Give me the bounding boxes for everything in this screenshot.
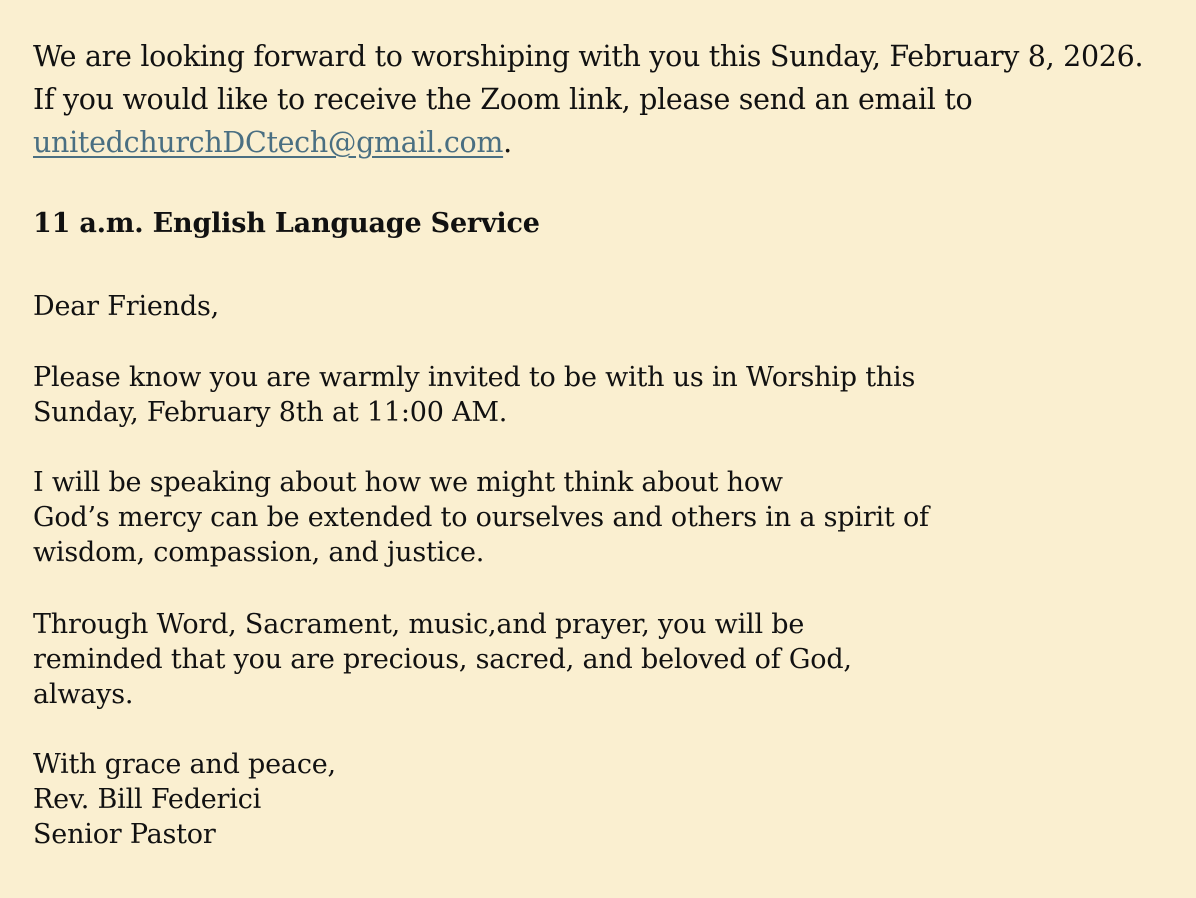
greeting: Dear Friends,: [33, 291, 219, 322]
invitation-line: Please know you are warmly invited to be with us in Worship this: [33, 362, 916, 393]
closing-paragraph: [33, 607, 852, 712]
closing-line: always.: [33, 679, 134, 710]
sermon-line: God’s mercy can be extended to ourselves and others in a spirit of: [33, 502, 929, 533]
invitation-line: Sunday, February 8th at 11:00 AM.: [33, 397, 508, 428]
invitation-paragraph: [33, 360, 915, 430]
signature-closing: With grace and peace,: [33, 749, 336, 780]
intro-paragraph: [33, 35, 1196, 164]
sermon-paragraph: [33, 465, 929, 570]
sermon-line: wisdom, compassion, and justice.: [33, 537, 485, 568]
email-link[interactable]: unitedchurchDCtech@gmail.com: [33, 126, 504, 159]
sermon-line: I will be speaking about how we might think about how: [33, 467, 783, 498]
closing-line: reminded that you are precious, sacred, and beloved of God,: [33, 644, 852, 675]
intro-line-3: [33, 121, 1196, 164]
service-heading: 11 a.m. English Language Service: [33, 208, 540, 239]
intro-line-1: We are looking forward to worshiping with you this Sunday, February 8, 2026.: [33, 40, 1144, 73]
signature-block: [33, 747, 336, 852]
signature-title: Senior Pastor: [33, 819, 216, 850]
intro-line-2: If you would like to receive the Zoom link, please send an email to: [33, 83, 973, 116]
intro-period: .: [503, 126, 512, 159]
signature-name: Rev. Bill Federici: [33, 784, 262, 815]
closing-line: Through Word, Sacrament, music,and prayer, you will be: [33, 609, 805, 640]
